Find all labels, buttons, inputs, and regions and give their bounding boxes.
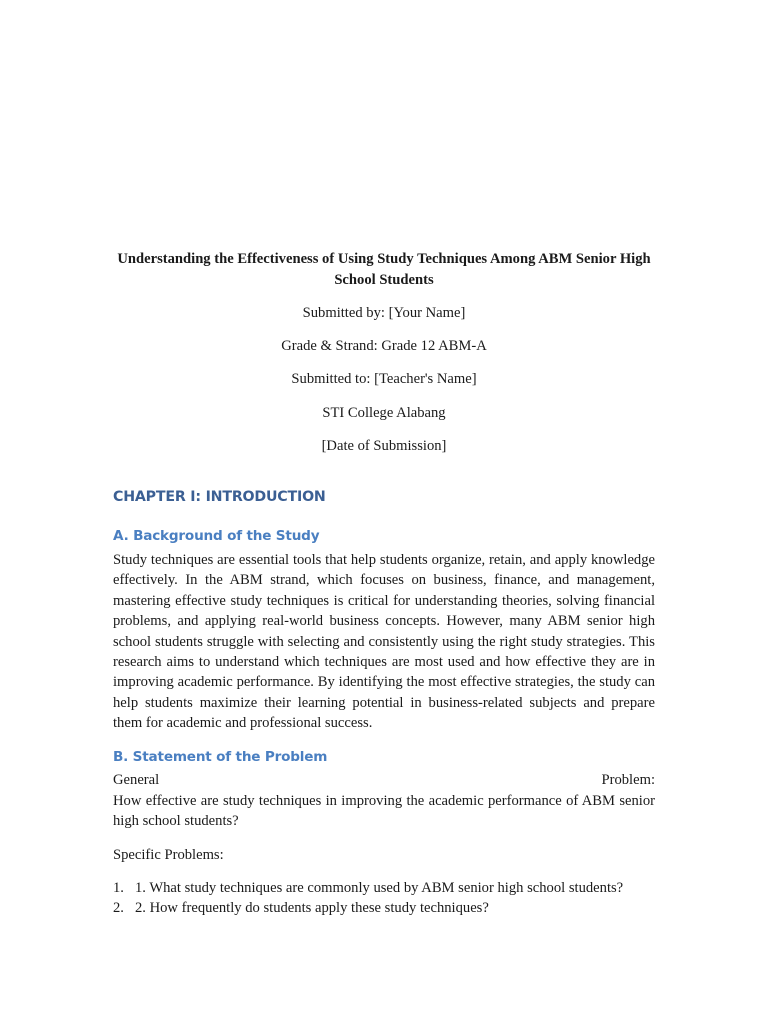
list-item-number: 2. <box>113 900 124 917</box>
list-item-text: 2. How frequently do students apply these study techniques? <box>135 900 489 917</box>
chapter-heading: CHAPTER I: INTRODUCTION <box>113 489 326 505</box>
general-problem-text: How effective are study techniques in improving the academic performance of ABM senior high school students? <box>113 793 655 830</box>
document-title: Understanding the Effectiveness of Using Study Techniques Among ABM Senior High School Students <box>117 251 651 288</box>
list-item <box>113 878 655 898</box>
submission-date: [Date of Submission] <box>321 438 447 454</box>
list-item-number: 1. <box>113 880 124 896</box>
school-name: STI College Alabang <box>322 405 446 421</box>
submitted-to: Submitted to: [Teacher's Name] <box>291 371 477 387</box>
grade-strand: Grade & Strand: Grade 12 ABM-A <box>281 338 487 354</box>
problem-word: Problem: <box>601 772 655 788</box>
list-item <box>113 898 655 918</box>
specific-problems-label: Specific Problems: <box>113 847 224 863</box>
list-item-text: 1. What study techniques are commonly used by ABM senior high school students? <box>135 880 624 896</box>
general-problem-label <box>113 770 655 790</box>
submitted-by: Submitted by: [Your Name] <box>302 305 466 321</box>
general-word: General <box>113 772 160 788</box>
background-paragraph: Study techniques are essential tools that help students organize, retain, and apply knowledge effectively. In the ABM strand, which focuses on business, finance, and management, mastering effective study techniques is critical for understanding theories, solving financial problems, and applying real-world business concepts. However, many ABM senior high school students struggle with selecting and consistently using the right study strategies. This research aims to understand which techniques are most used and how effective they are in improving academic performance. By identifying the most effective strategies, the study can help students maximize their learning potential in business-related subjects and prepare them for academic and professional success. <box>113 552 655 732</box>
specific-problems-list <box>113 878 655 919</box>
background-heading: A. Background of the Study <box>113 528 320 544</box>
problem-heading: B. Statement of the Problem <box>113 749 328 765</box>
